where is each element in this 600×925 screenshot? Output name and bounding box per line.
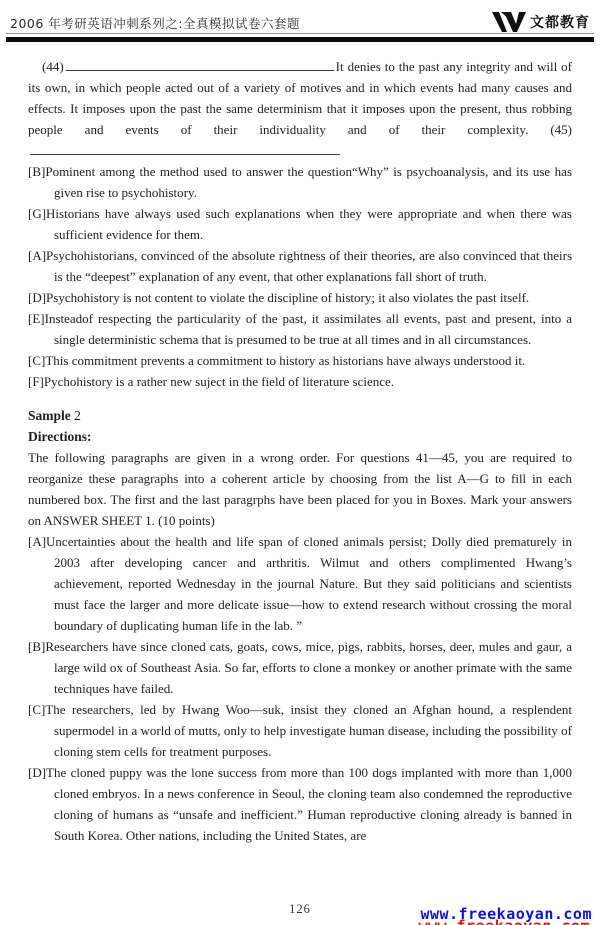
directions-label: Directions: — [28, 429, 92, 444]
paragraph-item-A — [28, 531, 572, 636]
option-item-B — [28, 161, 572, 203]
header-rule-thick — [6, 37, 594, 42]
option-text: Historians have always used such explanations when they were appropriate and when there was sufficient evidence for them. — [46, 206, 572, 242]
options-list-sample1 — [28, 161, 572, 392]
paragraph-text: The researchers, led by Hwang Woo—suk, insist they cloned an Afghan hound, a resplendent supermodel in a world of mutts, only to help investigate human disease, including the possibility of cloning stem cells for treatment purposes. — [45, 702, 572, 759]
options-list-sample2 — [28, 531, 572, 846]
option-text: Insteadof respecting the particularity of the past, it assimilates all events, past and present, into a single deterministic schema that is presumed to be true at all times and in all circumstances. — [44, 311, 572, 347]
option-item-F — [28, 371, 572, 392]
option-text: Pominent among the method used to answer the question“Why” is psychoanalysis, and its use has given rise to psychohistory. — [45, 164, 572, 200]
question-45-label: (45) — [550, 122, 572, 137]
wendu-logo-icon — [492, 12, 526, 32]
paragraph-item-D — [28, 762, 572, 846]
option-label: [G] — [28, 206, 47, 221]
option-text: Pychohistory is a rather new suject in the field of literature science. — [43, 374, 395, 389]
option-item-C — [28, 350, 572, 371]
sample-heading-number: 2 — [74, 408, 81, 423]
paragraph-text: The cloned puppy was the lone success from more than 100 dogs implanted with more than 1,000 cloned embryos. In a news conference in Seoul, the cloning team also condemned the reproductive cloning of humans as “unsafe and inefficient.” Human reproductive cloning already is banned in South Korea. Other nations, including the United States, are — [46, 765, 572, 843]
watermark-url: www.freekaoyan.com — [420, 905, 592, 923]
directions-text: The following paragraphs are given in a wrong order. For questions 41—45, you are required to reorganize these paragraphs into a coherent article by choosing from the list A—G to fill in each numbered box. The first and the last paragrphs have been placed for you in Boxes. Mark your answers on ANSWER SHEET 1. (10 points) — [28, 450, 572, 528]
option-label: [C] — [28, 353, 46, 368]
option-label: [A] — [28, 248, 47, 263]
paragraph-label: [B] — [28, 639, 46, 654]
paragraph-text: Researchers have since cloned cats, goats, cows, mice, pigs, rabbits, horses, deer, mules and gaur, a large wild ox of Southeast Asia. So far, efforts to clone a monkey or another primate with the same techniques have failed. — [45, 639, 572, 696]
brand-block — [492, 12, 590, 32]
sample-2-heading — [28, 405, 572, 426]
option-item-E — [28, 308, 572, 350]
paragraph-label: [C] — [28, 702, 46, 717]
option-text: Psychohistory is not content to violate the discipline of history; it also violates the past itself. — [46, 290, 530, 305]
header-rule-thin — [6, 33, 594, 34]
option-text: This commitment prevents a commitment to history as historians have always understood it. — [45, 353, 526, 368]
page-number: 126 — [289, 902, 311, 916]
paragraph-item-B — [28, 636, 572, 699]
page-body — [28, 56, 572, 846]
paragraph-label: [A] — [28, 534, 47, 549]
option-label: [D] — [28, 290, 47, 305]
question-44-label: (44) — [42, 59, 64, 74]
paragraph-item-C — [28, 699, 572, 762]
option-label: [F] — [28, 374, 44, 389]
passage-text: It denies to the past any integrity and will of its own, in which people acted out of a variety of motives and in which events had many causes and effects. It imposes upon the past the same determinism that it imposes upon the present, thus robbing people and events of their individuality and of their complexity. — [28, 59, 572, 137]
option-label: [E] — [28, 311, 45, 326]
paragraph-label: [D] — [28, 765, 47, 780]
series-title: 2006 年考研英语冲刺系列之:全真模拟试卷六套题 — [10, 16, 300, 31]
question-44-blank — [66, 58, 334, 71]
option-text: Psychohistorians, convinced of the absolute rightness of their theories, are also convinced that theirs is the “deepest” explanation of any event, that other explanations fall short of truth. — [46, 248, 572, 284]
question-45-blank — [30, 142, 340, 155]
page-header — [10, 12, 590, 32]
option-item-D — [28, 287, 572, 308]
brand-name: 文都教育 — [530, 15, 590, 31]
paragraph-text: Uncertainties about the health and life span of cloned animals persist; Dolly died prematurely in 2003 after developing cancer and arthritis. Wilmut and others complimented Hwang’s achievement, reported Wednesday in the journal Nature. But they said politicians and scientists must face the larger and more delicate issue—how to extend research without crossing the moral boundary of duplicating human life in the lab. ” — [46, 534, 572, 633]
option-item-A — [28, 245, 572, 287]
sample-heading-word: Sample — [28, 408, 71, 423]
passage-paragraph — [28, 56, 572, 161]
option-item-G — [28, 203, 572, 245]
option-label: [B] — [28, 164, 46, 179]
